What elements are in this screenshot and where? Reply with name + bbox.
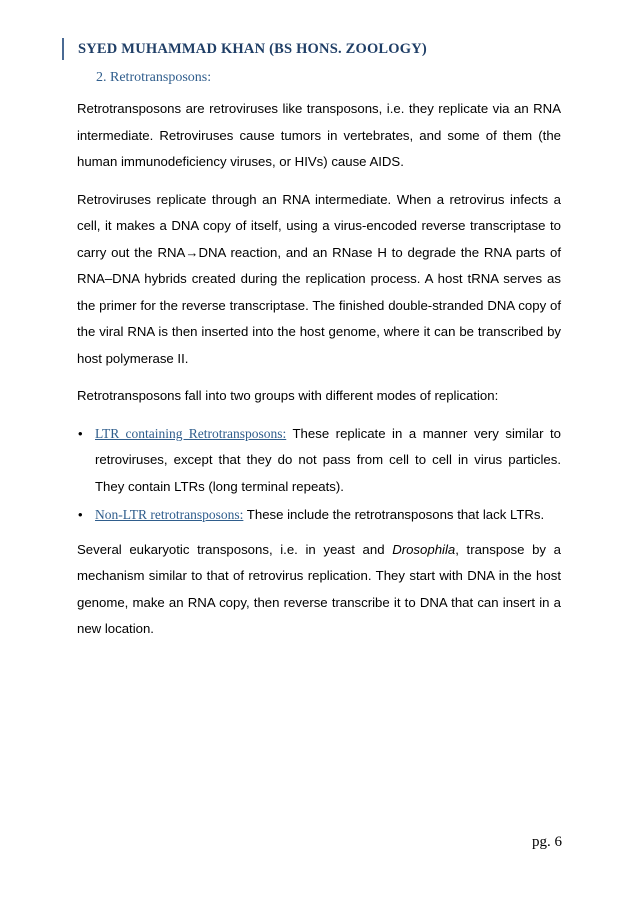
retrotransposon-groups-list <box>77 421 561 529</box>
header-title: SYED MUHAMMAD KHAN (BS HONS. ZOOLOGY) <box>78 40 427 57</box>
bullet-term-ltr: LTR containing Retrotransposons: <box>95 425 287 441</box>
page-header <box>62 38 427 60</box>
paragraph-intro: Retrotransposons are retroviruses like transposons, i.e. they replicate via an RNA intermediate. Retroviruses cause tumors in vertebrates, and some of them (the human immunodeficiency viruses, or HIVs) cause AIDS. <box>77 101 561 169</box>
bullet-term-non-ltr: Non-LTR retrotransposons: <box>95 507 244 522</box>
paragraph-eukaryotic-start: Several eukaryotic transposons, i.e. in yeast and <box>77 541 393 557</box>
section-heading: 2. Retrotransposons: <box>96 70 212 85</box>
paragraph-replication: Retroviruses replicate through an RNA intermediate. When a retrovirus infects a cell, it makes a DNA copy of itself, using a virus-encoded reverse transcriptase to carry out the RNA→DNA reaction, and an RNase H to degrade the RNA parts of RNA–DNA hybrids created during the replication process. A host tRNA serves as the primer for the reverse transcriptase. The finished double-stranded DNA copy of the viral RNA is then inserted into the host genome, where it can be transcribed by host polymerase II. <box>77 191 561 366</box>
list-item <box>77 502 561 529</box>
drosophila-term: Drosophila <box>392 541 456 557</box>
bullet-text-non-ltr: These include the retrotransposons that lack LTRs. <box>243 507 545 522</box>
paragraph-eukaryotic-end: , transpose by a mechanism similar to that of retrovirus replication. They start with DNA in the host genome, make an RNA copy, then reverse transcribe it to DNA that can insert in a new location. <box>77 541 561 636</box>
bullet-icon: • <box>78 507 83 522</box>
page-number: pg. 6 <box>532 834 562 850</box>
paragraph-eukaryotic <box>77 537 561 643</box>
list-item <box>77 421 561 501</box>
bullet-icon: • <box>78 425 83 441</box>
document-body <box>77 96 561 654</box>
paragraph-groups: Retrotransposons fall into two groups with different modes of replication: <box>77 388 499 403</box>
bullet-text-ltr: These replicate in a manner very similar to retroviruses, except that they do not pass from cell to cell in virus particles. They contain LTRs (long terminal repeats). <box>95 425 561 494</box>
